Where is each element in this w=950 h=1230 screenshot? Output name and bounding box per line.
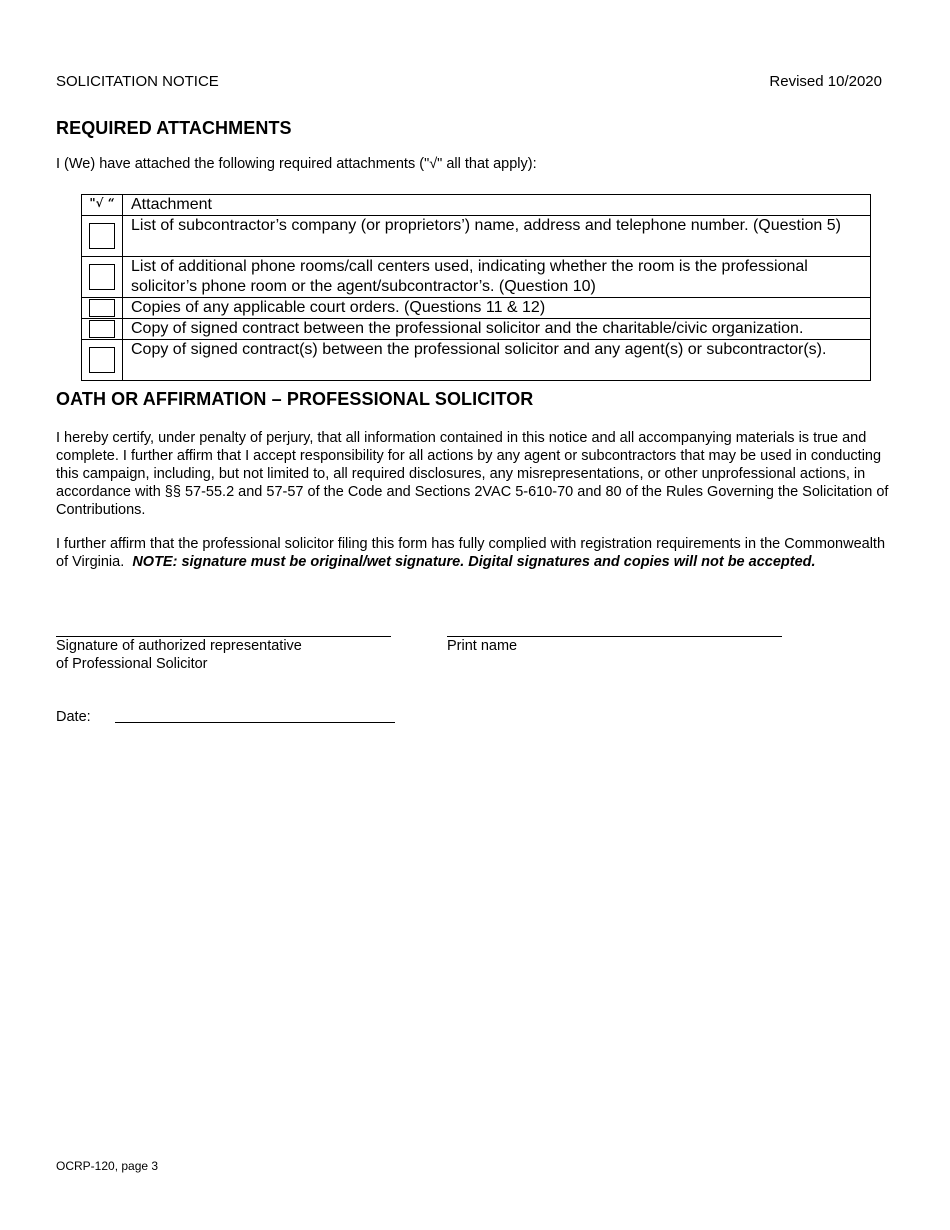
oath-heading: OATH OR AFFIRMATION – PROFESSIONAL SOLICITOR <box>56 389 534 409</box>
attachment-label: Copies of any applicable court orders. (Questions 11 & 12) <box>123 298 871 319</box>
form-title: SOLICITATION NOTICE <box>56 73 219 90</box>
signature-label-line-2: of Professional Solicitor <box>56 656 208 672</box>
attachment-label: List of additional phone rooms/call centers used, indicating whether the room is the professional solicitor’s phone room or the agent/subcontractor’s. (Question 10) <box>123 257 871 298</box>
check-column-header: "√ “ <box>82 195 123 216</box>
revision-date: Revised 10/2020 <box>769 73 882 90</box>
oath-paragraph-2-text: I further affirm that the professional solicitor filing this form has fully complied with registration requirements in the Commonwealth of Virginia. <box>56 536 886 570</box>
date-label: Date: <box>56 709 91 725</box>
attachment-checkbox[interactable] <box>89 264 115 290</box>
attachments-heading: REQUIRED ATTACHMENTS <box>56 118 292 138</box>
attachments-intro: I (We) have attached the following required attachments ("√" all that apply): <box>56 156 537 172</box>
oath-paragraph-2 <box>56 535 892 571</box>
attachments-table <box>81 194 871 381</box>
attachment-column-header: Attachment <box>123 195 871 216</box>
table-row <box>82 319 871 340</box>
date-line[interactable] <box>115 722 395 723</box>
attachment-checkbox[interactable] <box>89 223 115 249</box>
signature-label <box>56 637 302 673</box>
attachment-label: List of subcontractor’s company (or proprietors’) name, address and telephone number. (Question 5) <box>123 216 871 257</box>
attachment-checkbox[interactable] <box>89 299 115 317</box>
signature-note: NOTE: signature must be original/wet signature. Digital signatures and copies will not be accepted. <box>132 554 816 570</box>
table-row <box>82 216 871 257</box>
oath-paragraph-1: I hereby certify, under penalty of perjury, that all information contained in this notice and all accompanying materials is true and complete. I further affirm that I accept responsibility for all actions by any agent or subcontractors that may be used in conducting this campaign, including, but not limited to, all required disclosures, any misrepresentations, or other unprofessional actions, in accordance with §§ 57-55.2 and 57-57 of the Code and Sections 2VAC 5-610-70 and 80 of the Rules Governing the Solicitation of Contributions. <box>56 430 889 518</box>
attachment-label: Copy of signed contract(s) between the professional solicitor and any agent(s) or subcontractor(s). <box>123 340 871 381</box>
table-row <box>82 298 871 319</box>
table-header-row <box>82 195 871 216</box>
attachment-label: Copy of signed contract between the professional solicitor and the charitable/civic organization. <box>123 319 871 340</box>
attachment-checkbox[interactable] <box>89 347 115 373</box>
print-name-label: Print name <box>447 638 518 654</box>
page-footer: OCRP-120, page 3 <box>56 1159 159 1173</box>
signature-label-line-1: Signature of authorized representative <box>56 638 302 654</box>
table-row <box>82 340 871 381</box>
table-row <box>82 257 871 298</box>
attachment-checkbox[interactable] <box>89 320 115 338</box>
